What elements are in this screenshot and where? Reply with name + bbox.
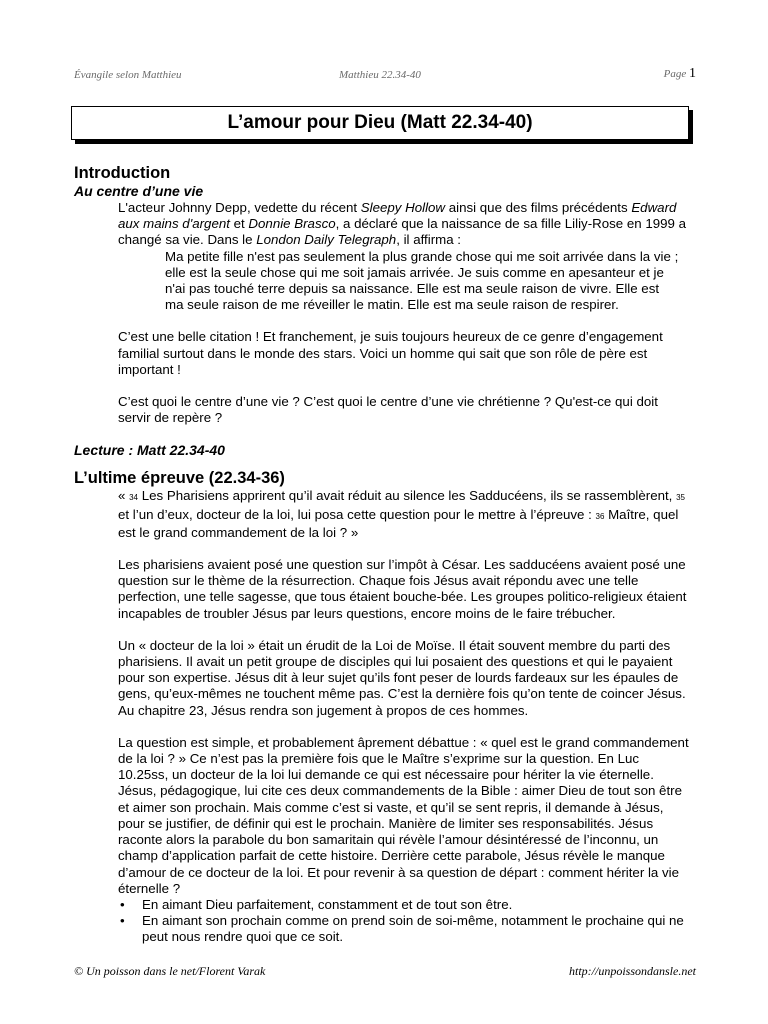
section-heading: L’ultime épreuve (22.34-36) (74, 469, 285, 488)
quote-mark: « (118, 488, 130, 504)
intro-paragraph-2: C’est une belle citation ! Et franchement, je suis toujours heureux de ce genre d’engagement familial surtout dans le monde des stars. Voici un homme qui sait que son rôle de père est important ! (118, 329, 663, 377)
verse-text: Les Pharisiens apprirent qu’il avait réduit au silence les Sadducéens, ils se rassemblèrent, (138, 488, 677, 504)
header-page-label: Page (663, 68, 687, 80)
bullet-icon: • (120, 913, 125, 929)
section-paragraph-1: Les pharisiens avaient posé une question sur l’impôt à César. Les sadducéens avaient posé une question sur le thème de la résurrection. Chaque fois Jésus avait répondu avec une telle perfection, une telle sagesse, que tous étaient bouche-bée. Les groupes politico-religieux étaient incapables de troubler Jésus par leurs questions, encore moins de le faire trébucher. (118, 557, 687, 621)
text-run: ainsi que des films précédents (445, 200, 632, 215)
scripture-verse (118, 488, 692, 541)
intro-paragraph-1 (118, 200, 692, 249)
text-run: , a déclaré que la naissance de sa fille Liliy-Rose en 1999 a changé sa vie. Dans le (118, 216, 687, 248)
section-paragraph-3: La question est simple, et probablement âprement débattue : « quel est le grand commandement de la loi ? » Ce n’est pas la première fois que le Maître s’exprime sur la question. En Luc 10.25ss, un docteur de la loi lui demande ce qui est nécessaire pour hériter la vie éternelle. Jésus, pédagogique, lui cite ces deux commandements de la Bible : aimer Dieu de tout son être et aimer son prochain. Mais comme c’est si vaste, et qu’il se sent repris, il demande à Jésus, pour se justifier, de définir qui est le prochain. Manière de limiter ses responsabilités. Jésus raconte alors la parabole du bon samaritain qui révèle l’amour désintéressé de l’inconnu, un champ d’application parfait de cette histoire. Derrière cette parabole, Jésus révèle le manque d’amour de ce docteur de la loi. Et pour revenir à sa question de départ : comment hériter la vie éternelle ? (118, 734, 689, 896)
verse-text: Maître, quel est le grand commandement de la loi ? » (118, 506, 679, 540)
document-title: L’amour pour Dieu (Matt 22.34-40) (71, 106, 689, 140)
verse-number: 34 (129, 493, 138, 503)
header-page (664, 66, 696, 82)
verse-text: et l’un d’eux, docteur de la loi, lui posa cette question pour le mettre à l’épreuve : (118, 506, 596, 522)
reading-reference: Lecture : Matt 22.34-40 (74, 442, 225, 459)
bullet-icon: • (120, 896, 125, 912)
verse-number: 36 (595, 511, 605, 521)
document-body (74, 163, 696, 946)
header-reference: Matthieu 22.34-40 (339, 69, 421, 81)
intro-heading: Introduction (74, 164, 171, 182)
newspaper-title: London Daily Telegraph (256, 232, 397, 248)
block-quote: Ma petite fille n'est pas seulement la plus grande chose qui me soit arrivée dans la vie ; elle est la seule chose qui me soit jamais arrivée. Je suis comme en apesanteur et je n'ai pas touché terre depuis sa naissance. Elle est ma seule raison de vivre. Elle est ma seule raison de me réveiller le matin. Elle est ma seule raison de respirer. (165, 248, 679, 313)
footer-copyright: © Un poisson dans le net/Florent Varak (74, 964, 266, 978)
text-run: L'acteur Johnny Depp, vedette du récent (118, 200, 361, 215)
header-book: Évangile selon Matthieu (74, 69, 182, 81)
list-item-text: En aimant Dieu parfaitement, constamment et de tout son être. (142, 896, 513, 912)
film-title: Donnie Brasco (248, 216, 336, 232)
verse-number: 35 (676, 493, 685, 503)
section-paragraph-2: Un « docteur de la loi » était un érudit de la Loi de Moïse. Il était souvent membre du parti des pharisiens. Il avait un petit groupe de disciples qui lui posaient des questions et qui le payaient pour son expertise. Jésus dit à leur sujet qu’ils font peser de lourds fardeaux sur les épaules de gens, qu’eux-mêmes ne touchent même pas. C’est la dernière fois qu’on tente de coincer Jésus. Au chapitre 23, Jésus rendra son jugement à propos de ces hommes. (118, 637, 686, 718)
list-item (118, 897, 696, 913)
bullet-list (118, 897, 696, 946)
film-title: Sleepy Hollow (360, 200, 446, 215)
header-page-number: 1 (689, 66, 696, 81)
page-footer (74, 964, 696, 982)
film-title: Edward aux mains d'argent (118, 200, 677, 232)
page-header (74, 66, 696, 84)
list-item-text: En aimant son prochain comme on prend soin de soi-même, notamment le prochaine qui ne peut nous rendre quoi que ce soit. (142, 913, 684, 945)
text-run: et (229, 216, 249, 232)
intro-subheading: Au centre d’une vie (74, 183, 204, 199)
list-item (118, 913, 696, 945)
intro-paragraph-3: C’est quoi le centre d’une vie ? C’est quoi le centre d’une vie chrétienne ? Qu'est-ce qui doit servir de repère ? (118, 394, 658, 426)
footer-url[interactable]: http://unpoissondansle.net (569, 964, 696, 978)
text-run: , il affirma : (396, 232, 461, 248)
